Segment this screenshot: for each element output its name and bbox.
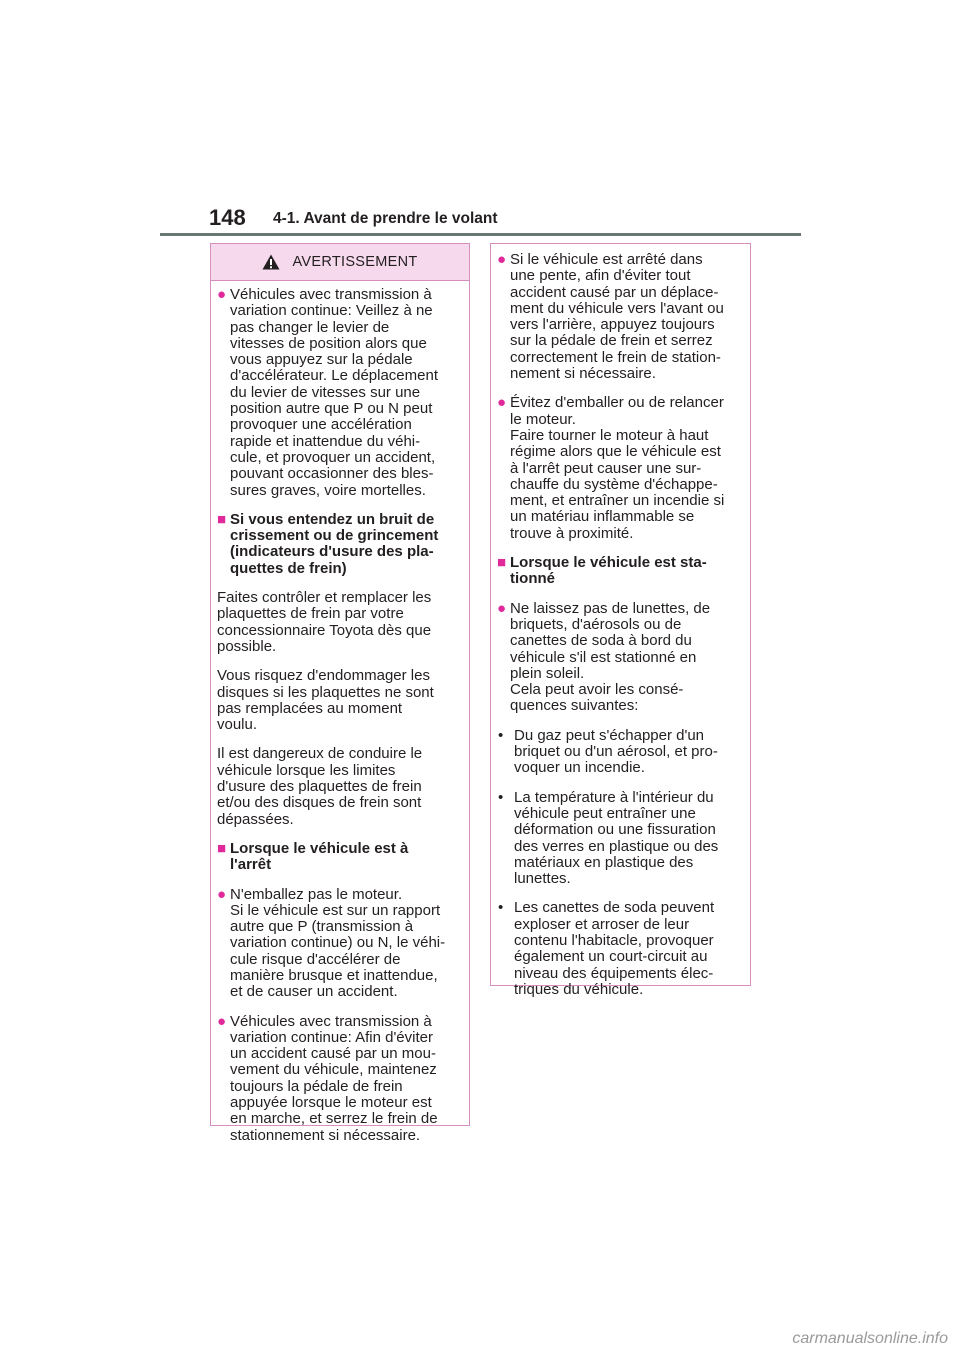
text-line: canettes de soda à bord du xyxy=(510,632,692,650)
text-line: variation continue: Afin d'éviter xyxy=(230,1028,433,1046)
text-line: concessionnaire Toyota dès que xyxy=(217,621,432,639)
text-line: d'usure des plaquettes de frein xyxy=(217,778,422,796)
text-line: vous appuyez sur la pédale xyxy=(230,351,413,369)
text-line: véhicule s'il est stationné en xyxy=(510,648,697,666)
text-line: trouve à proximité. xyxy=(510,524,634,542)
section-heading xyxy=(497,555,744,588)
text-line: chauffe du système d'échappe- xyxy=(510,475,718,493)
text-line: pouvant occasionner des bles- xyxy=(230,465,434,483)
watermark: carmanualsonline.info xyxy=(792,1330,948,1347)
text-line: rapide et inattendue du véhi- xyxy=(230,432,421,450)
text-line: véhicule lorsque les limites xyxy=(217,761,396,779)
square-marker: ■ xyxy=(217,839,227,857)
text-line: ment du véhicule vers l'avant ou xyxy=(510,299,724,317)
text-line: briquet ou d'un aérosol, et pro- xyxy=(514,743,718,761)
list-item xyxy=(217,887,463,1001)
text-line: également un court-circuit au xyxy=(514,948,708,966)
text-line: Du gaz peut s'échapper d'un xyxy=(514,726,705,744)
text-line: Cela peut avoir les consé- xyxy=(510,681,684,699)
right-column-content xyxy=(491,244,750,998)
text-line: voulu. xyxy=(217,716,258,734)
text-line: Lorsque le véhicule est sta- xyxy=(510,554,707,572)
text-line: pas remplacées au moment xyxy=(217,699,403,717)
text-line: contenu l'habitacle, provoquer xyxy=(514,931,714,949)
text-line: lunettes. xyxy=(514,870,571,888)
section-heading xyxy=(217,512,463,577)
bullet-marker: • xyxy=(498,726,504,744)
text-line: du levier de vitesses sur une xyxy=(230,383,421,401)
text-line: Faites contrôler et remplacer les xyxy=(217,589,432,607)
text-line: des verres en plastique ou des xyxy=(514,837,719,855)
text-line: voquer un incendie. xyxy=(514,759,645,777)
section-title: 4-1. Avant de prendre le volant xyxy=(273,210,498,227)
warning-title: AVERTISSEMENT xyxy=(292,253,418,270)
paragraph xyxy=(217,746,463,827)
warning-box-left xyxy=(210,243,470,1144)
header-rule xyxy=(160,233,801,236)
text-line: Les canettes de soda peuvent xyxy=(514,899,715,917)
text-line: accident causé par un déplace- xyxy=(510,283,719,301)
text-line: variation continue) ou N, le véhi- xyxy=(230,934,446,952)
text-line: sures graves, voire mortelles. xyxy=(230,481,426,499)
bullet-marker: • xyxy=(498,788,504,806)
text-line: vitesses de position alors que xyxy=(230,334,427,352)
text-line: sur la pédale de frein et serrez xyxy=(510,332,713,350)
text-line: possible. xyxy=(217,637,277,655)
text-line: une pente, afin d'éviter tout xyxy=(510,267,691,285)
circle-marker: ● xyxy=(217,286,227,303)
text-line: quences suivantes: xyxy=(510,697,639,715)
text-line: cule, et provoquer un accident, xyxy=(230,448,436,466)
text-line: disques si les plaquettes ne sont xyxy=(217,683,434,701)
text-line: un accident causé par un mou- xyxy=(230,1045,436,1063)
text-line: dépassées. xyxy=(217,810,294,828)
circle-marker: ● xyxy=(217,885,227,903)
text-line: correctement le frein de station- xyxy=(510,348,721,366)
text-line: briquets, d'aérosols ou de xyxy=(510,615,682,633)
text-line: matériaux en plastique des xyxy=(514,853,694,871)
text-line: tionné xyxy=(510,570,555,588)
text-line: (indicateurs d'usure des pla- xyxy=(230,543,434,561)
text-line: le moteur. xyxy=(510,410,576,428)
list-item xyxy=(217,1014,463,1144)
text-line: exploser et arroser de leur xyxy=(514,915,690,933)
text-line: provoquer une accélération xyxy=(230,416,412,434)
text-line: Vous risquez d'endommager les xyxy=(217,667,430,685)
text-line: Lorsque le véhicule est à xyxy=(230,839,409,857)
circle-marker: ● xyxy=(497,251,507,268)
bullet-marker: • xyxy=(498,899,504,917)
text-line: triques du véhicule. xyxy=(514,980,644,998)
list-item xyxy=(497,900,744,998)
text-line: plein soleil. xyxy=(510,664,585,682)
text-line: pas changer le levier de xyxy=(230,318,390,336)
warning-header xyxy=(211,244,469,281)
list-item xyxy=(497,601,744,715)
list-item xyxy=(497,790,744,888)
text-line: autre que P (transmission à xyxy=(230,918,414,936)
page-number: 148 xyxy=(209,205,246,230)
text-line: Il est dangereux de conduire le xyxy=(217,745,423,763)
text-line: appuyée lorsque le moteur est xyxy=(230,1094,432,1112)
text-line: La température à l'intérieur du xyxy=(514,788,714,806)
warning-triangle-icon xyxy=(262,254,280,270)
text-line: nement si nécessaire. xyxy=(510,365,656,383)
paragraph xyxy=(217,590,463,655)
text-line: toujours la pédale de frein xyxy=(230,1077,403,1095)
circle-marker: ● xyxy=(497,394,507,412)
circle-marker: ● xyxy=(497,599,507,617)
text-line: régime alors que le véhicule est xyxy=(510,443,721,461)
text-line: à l'arrêt peut causer une sur- xyxy=(510,459,702,477)
text-line: vers l'arrière, appuyez toujours xyxy=(510,316,715,334)
circle-marker: ● xyxy=(217,1012,227,1030)
text-line: quettes de frein) xyxy=(230,559,347,577)
text-line: crissement ou de grincement xyxy=(230,527,439,545)
paragraph xyxy=(217,668,463,733)
text-line: Véhicules avec transmission à xyxy=(230,1012,432,1030)
section-heading xyxy=(217,841,463,874)
text-line: cule risque d'accélérer de xyxy=(230,950,401,968)
text-line: position autre que P ou N peut xyxy=(230,400,433,418)
text-line: plaquettes de frein par votre xyxy=(217,605,404,623)
text-line: Évitez d'emballer ou de relancer xyxy=(510,394,724,412)
text-line: ment, et entraîner un incendie si xyxy=(510,492,725,510)
text-line: l'arrêt xyxy=(230,856,272,874)
text-line: vement du véhicule, maintenez xyxy=(230,1061,437,1079)
text-line: N'emballez pas le moteur. xyxy=(230,885,403,903)
list-item xyxy=(497,252,744,382)
square-marker: ■ xyxy=(217,510,227,528)
text-line: et/ou des disques de frein sont xyxy=(217,794,422,812)
text-line: Faire tourner le moteur à haut xyxy=(510,426,709,444)
text-line: Véhicules avec transmission à xyxy=(230,286,432,303)
text-line: manière brusque et inattendue, xyxy=(230,966,438,984)
text-line: déformation ou une fissuration xyxy=(514,821,716,839)
text-line: un matériau inflammable se xyxy=(510,508,695,526)
text-line: stationnement si nécessaire. xyxy=(230,1126,421,1144)
list-item xyxy=(497,395,744,542)
warning-box-right xyxy=(490,243,751,998)
text-line: en marche, et serrez le frein de xyxy=(230,1110,438,1128)
text-line: variation continue: Veillez à ne xyxy=(230,302,433,320)
text-line: et de causer un accident. xyxy=(230,983,398,1001)
text-line: d'accélérateur. Le déplacement xyxy=(230,367,439,385)
text-line: Si le véhicule est sur un rapport xyxy=(230,901,441,919)
square-marker: ■ xyxy=(497,554,507,572)
text-line: véhicule peut entraîner une xyxy=(514,804,696,822)
list-item xyxy=(217,287,463,499)
text-line: Ne laissez pas de lunettes, de xyxy=(510,599,711,617)
text-line: Si le véhicule est arrêté dans xyxy=(510,251,703,268)
left-column-content xyxy=(211,281,469,1144)
list-item xyxy=(497,728,744,777)
text-line: Si vous entendez un bruit de xyxy=(230,510,435,528)
text-line: niveau des équipements élec- xyxy=(514,964,714,982)
